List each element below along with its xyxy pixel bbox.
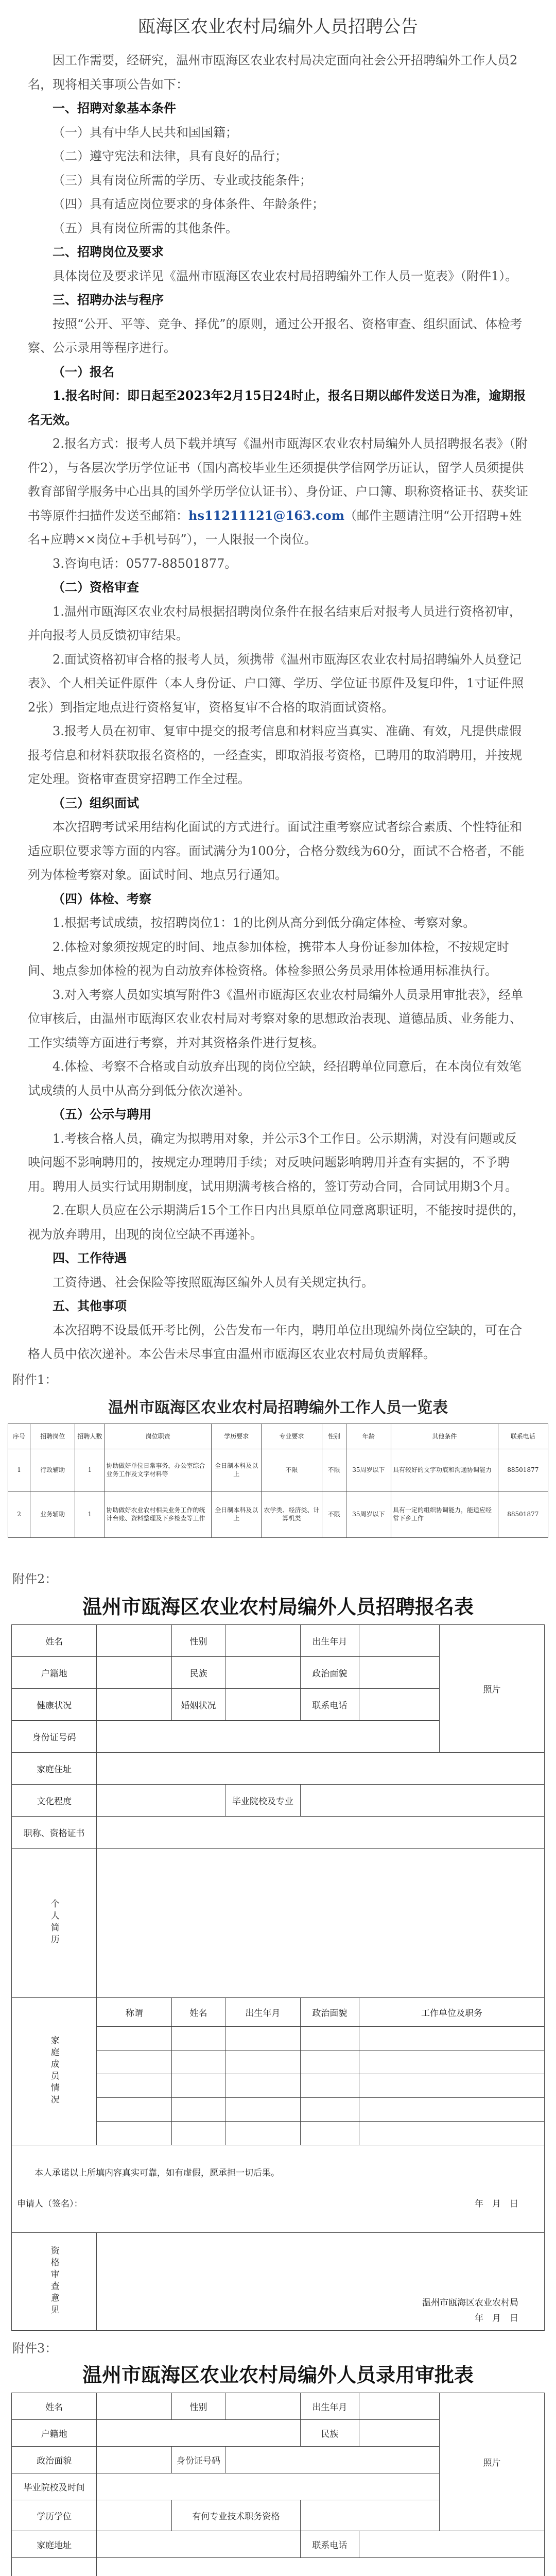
birth-label: 出生年月 xyxy=(300,1624,359,1656)
ethnic-field[interactable] xyxy=(225,1656,301,1688)
edu-label: 文化程度 xyxy=(12,1784,97,1816)
idno-field[interactable] xyxy=(97,1720,440,1752)
section-heading: 二、招聘岗位及要求 xyxy=(53,244,164,259)
list-item: （三）具有岗位所需的学历、专业或技能条件； xyxy=(53,173,312,188)
paragraph: 本次招聘考试采用结构化面试的方式进行。面试注重考察应试者综合素质、个性特征和适应职位要求等方面的内容。面试满分为100分，合格分数线为60分，面试不合格者，不能列为体检考察对象。面试时间、地点另行通知。 xyxy=(28,820,525,882)
gender-label: 性别 xyxy=(172,1624,225,1656)
list-item: （五）具有岗位所需的其他条件。 xyxy=(53,221,238,235)
relation-header: 称谓 xyxy=(97,1997,172,2026)
paragraph: 3.对入考察人员如实填写附件3《温州市瓯海区农业农村局编外人员录用审批表》，经单位审核后，由温州市瓯海区农业农村局对考察对象的思想政治表现、道德品质、业务能力、工作实绩等方面进行考察，并对其资格条件进行复核。 xyxy=(28,987,524,1050)
pol-label: 政治面貌 xyxy=(12,2446,97,2473)
review-field[interactable] xyxy=(97,2232,545,2330)
table-cell: 不限 xyxy=(262,1449,322,1491)
promise-cell xyxy=(12,2145,545,2232)
paragraph: 1.考核合格人员，确定为拟聘用对象，并公示3个工作日。公示期满，对没有问题或反映问题不影响聘用的，按规定办理聘用手续；对反映问题影响聘用并查有实据的，不予聘用。聘用人员实行试用期制度，试用期满考核合格的，签订劳动合同，合同试用期3个月。 xyxy=(28,1131,518,1194)
reg-text-b: （邮件主题请注明“公开招聘+姓名+应聘××岗位+手机号码”），一人限报一个岗位。 xyxy=(28,508,522,547)
table-cell: 全日制本科及以上 xyxy=(212,1449,262,1491)
school-label: 毕业院校及专业 xyxy=(225,1784,301,1816)
gender-field[interactable] xyxy=(225,2393,301,2419)
table-header: 招聘岗位 xyxy=(30,1423,75,1449)
fwork-header: 工作单位及职务 xyxy=(359,1997,545,2026)
paragraph: 3.报考人员在初审、复审中提交的报考信息和材料应当真实、准确、有效，凡提供虚假报考信息和材料获取报名资格的，一经查实，即取消报考资格，已聘用的取消聘用，并按规定处理。资格审查贯穿招聘工作全过程。 xyxy=(28,724,522,786)
address-label: 家庭地址 xyxy=(12,2531,97,2557)
page-title: 瓯海区农业农村局编外人员招聘公告 xyxy=(138,16,418,37)
cert-field[interactable] xyxy=(97,1816,545,1848)
idno-label: 身份证号码 xyxy=(12,1720,97,1752)
paragraph: 工资待遇、社会保险等按照瓯海区编外人员有关规定执行。 xyxy=(53,1275,374,1290)
edu-field[interactable] xyxy=(97,1784,225,1816)
table-cell: 35周岁以下 xyxy=(346,1449,391,1491)
table-cell: 协助做好农业农村相关业务工作的统计台账、资料整理及下乡检查等工作 xyxy=(105,1491,212,1537)
cert-field[interactable] xyxy=(300,2500,439,2531)
photo-box[interactable]: 照片 xyxy=(440,1624,545,1752)
health-label: 健康状况 xyxy=(12,1688,97,1720)
resume-label xyxy=(12,2557,97,2576)
paragraph xyxy=(28,432,528,552)
photo-box[interactable]: 照片 xyxy=(440,2393,545,2531)
hukou-label: 户籍地 xyxy=(12,2419,97,2446)
resume-field[interactable] xyxy=(97,1848,545,1997)
review-label: 资格审查意见 xyxy=(12,2232,97,2330)
table-header: 序号 xyxy=(8,1423,30,1449)
address-field[interactable] xyxy=(97,2531,300,2557)
table-cell: 1 xyxy=(75,1449,105,1491)
registration-form xyxy=(11,1624,545,2331)
resume-label: 个人简历 xyxy=(12,1848,97,1997)
positions-table xyxy=(8,1423,548,1538)
attachment-1-label: 附件1： xyxy=(12,1372,58,1387)
subsection-heading: （二）资格审查 xyxy=(53,580,139,595)
table-header: 联系电话 xyxy=(498,1423,548,1449)
table1-title: 温州市瓯海区农业农村局招聘编外工作人员一览表 xyxy=(108,1398,448,1417)
school-field[interactable] xyxy=(300,1784,544,1816)
signature-date: 年 月 日 xyxy=(475,2199,518,2209)
paragraph: 1.根据考试成绩，按招聘岗位1：1的比例从高分到低分确定体检、考察对象。 xyxy=(53,916,476,930)
fpol-header: 政治面貌 xyxy=(300,1997,359,2026)
table-cell: 农学类、经济类、计算机类 xyxy=(262,1491,322,1537)
gender-field[interactable] xyxy=(225,1624,301,1656)
address-field[interactable] xyxy=(97,1752,545,1784)
paragraph: 2.面试资格初审合格的报考人员，须携带《温州市瓯海区农业农村局招聘编外人员登记表》、个人相关证件原件（本人身份证、户口簿、学历、学位证书原件及复印件，1寸证件照2张）到指定地点进行资格复审，资格复审不合格的取消面试资格。 xyxy=(28,652,524,715)
hukou-label: 户籍地 xyxy=(12,1656,97,1688)
birth-field[interactable] xyxy=(359,1624,440,1656)
section-heading: 一、招聘对象基本条件 xyxy=(53,100,176,115)
table-row xyxy=(8,1491,548,1537)
political-label: 政治面貌 xyxy=(300,1656,359,1688)
table-cell: 88501877 xyxy=(498,1449,548,1491)
signature-label: 申请人（签名）： xyxy=(17,2199,83,2209)
ethnic-field[interactable] xyxy=(359,2419,440,2446)
cert-label: 职称、资格证书 xyxy=(12,1816,97,1848)
table-header: 专业要求 xyxy=(262,1423,322,1449)
list-item: （一）具有中华人民共和国国籍； xyxy=(53,125,238,140)
table-header: 岗位职责 xyxy=(105,1423,212,1449)
list-item: （四）具有适应岗位要求的身体条件、年龄条件； xyxy=(53,197,324,211)
family-label: 家庭成员情况 xyxy=(12,1997,97,2145)
section-heading: 四、工作待遇 xyxy=(53,1250,127,1265)
attachment-3-label: 附件3： xyxy=(12,2341,58,2355)
reg-text-a: 2.报名方式：报考人员下载并填写《温州市瓯海区农业农村局编外人员招聘报名表》（附件2），与各层次学历学位证书（国内高校毕业生还须提供学信网学历证认，留学人员须提供教育部留学服务中心出具的国外学历学位认证书）、身份证、户口簿、职称资格证书、获奖证书等原件扫描件发送至邮箱： xyxy=(28,436,528,523)
paragraph: 3.咨询电话：0577-88501877。 xyxy=(53,556,237,571)
paragraph: 具体岗位及要求详见《温州市瓯海区农业农村局招聘编外工作人员一览表》（附件1）。 xyxy=(53,268,518,283)
table-cell: 全日制本科及以上 xyxy=(212,1491,262,1537)
name-label: 姓名 xyxy=(12,2393,97,2419)
table-header: 年龄 xyxy=(346,1423,391,1449)
table-row xyxy=(8,1449,548,1491)
paragraph: 4.体检、考察不合格或自动放弃出现的岗位空缺，经招聘单位同意后，在本岗位有效笔试成绩的人员中从高分到低分依次递补。 xyxy=(28,1059,522,1098)
name-field[interactable] xyxy=(97,1624,172,1656)
phone-field[interactable] xyxy=(359,2531,545,2557)
ethnic-label: 民族 xyxy=(172,1656,225,1688)
table-cell: 行政辅助 xyxy=(30,1449,75,1491)
table-header: 性别 xyxy=(322,1423,346,1449)
table-cell: 不限 xyxy=(322,1491,346,1537)
idno-label: 身份证号码 xyxy=(172,2446,225,2473)
review-unit: 温州市瓯海区农业农村局 xyxy=(422,2297,518,2308)
paragraph: 2.在职人员应在公示期满后15个工作日内出具原单位同意离职证明，不能按时提供的，视为放弃聘用，出现的岗位空缺不再递补。 xyxy=(28,1203,525,1242)
idno-field[interactable] xyxy=(225,2446,440,2473)
list-item: （二）遵守宪法和法律，具有良好的品行； xyxy=(53,149,287,163)
attachment-2-label: 附件2： xyxy=(12,1571,58,1586)
contact-label: 联系电话 xyxy=(300,1688,359,1720)
edu-label: 学历学位 xyxy=(12,2500,97,2531)
phone-label: 联系电话 xyxy=(300,2531,359,2557)
form2-title: 温州市瓯海区农业农村局编外人员招聘报名表 xyxy=(82,1595,474,1618)
review-date: 年 月 日 xyxy=(475,2313,518,2324)
table-header-row xyxy=(8,1423,548,1449)
subsection-heading: （一）报名 xyxy=(53,364,114,379)
table-cell: 具有一定的组织协调能力，能适应经常下乡工作 xyxy=(391,1491,498,1537)
table-cell: 1 xyxy=(75,1491,105,1537)
health-field[interactable] xyxy=(97,1688,172,1720)
table-cell: 具有较好的文字功底和沟通协调能力 xyxy=(391,1449,498,1491)
paragraph: 1.报名时间：即日起至2023年2月15日24时止，报名日期以邮件发送日为准，逾期报名无效。 xyxy=(28,388,526,427)
name-label: 姓名 xyxy=(12,1624,97,1656)
table-header: 学历要求 xyxy=(212,1423,262,1449)
paragraph: 2.体检对象须按规定的时间、地点参加体检，携带本人身份证参加体检，不按规定时间、地点参加体检的视为自动放弃体检资格。体检参照公务员录用体检通用标准执行。 xyxy=(28,939,509,978)
table-cell: 不限 xyxy=(322,1449,346,1491)
table-cell: 1 xyxy=(8,1449,30,1491)
cert-label: 有何专业技术职务资格 xyxy=(172,2500,301,2531)
email-link[interactable]: hs11211121@163.com xyxy=(188,507,345,523)
paragraph: 1.温州市瓯海区农业农村局根据招聘岗位条件在报名结束后对报考人员进行资格初审，并向报考人员反馈初审结果。 xyxy=(28,604,522,642)
edu-field[interactable] xyxy=(97,2500,172,2531)
marital-label: 婚姻状况 xyxy=(172,1688,225,1720)
resume-field[interactable] xyxy=(97,2557,545,2576)
intro-paragraph: 因工作需要，经研究，温州市瓯海区农业农村局决定面向社会公开招聘编外工作人员2名，现将相关事项公告如下： xyxy=(28,53,518,92)
birth-field[interactable] xyxy=(359,2393,440,2419)
subsection-heading: （三）组织面试 xyxy=(53,795,139,810)
hukou-field[interactable] xyxy=(97,1656,172,1688)
birth-label: 出生年月 xyxy=(300,2393,359,2419)
table-header: 其他条件 xyxy=(391,1423,498,1449)
hukou-field[interactable] xyxy=(97,2419,300,2446)
gender-label: 性别 xyxy=(172,2393,225,2419)
table-header: 招聘人数 xyxy=(75,1423,105,1449)
fbirth-header: 出生年月 xyxy=(225,1997,301,2026)
name-field[interactable] xyxy=(97,2393,172,2419)
pol-field[interactable] xyxy=(97,2446,172,2473)
subsection-heading: （四）体检、考察 xyxy=(53,891,151,906)
school-field[interactable] xyxy=(97,2473,440,2500)
section-heading: 五、其他事项 xyxy=(53,1298,127,1313)
table-cell: 35周岁以下 xyxy=(346,1491,391,1537)
approval-form xyxy=(11,2393,545,2576)
fname-header: 姓名 xyxy=(172,1997,225,2026)
table-cell: 88501877 xyxy=(498,1491,548,1537)
contact-field[interactable] xyxy=(359,1688,440,1720)
political-field[interactable] xyxy=(359,1656,440,1688)
promise-text: 本人承诺以上所填内容真实可靠，如有虚假，愿承担一切后果。 xyxy=(34,2168,280,2178)
marital-field[interactable] xyxy=(225,1688,301,1720)
form3-title: 温州市瓯海区农业农村局编外人员录用审批表 xyxy=(82,2363,474,2386)
paragraph: 本次招聘不设最低开考比例，公告发布一年内，聘用单位出现编外岗位空缺的，可在合格人员中依次递补。本公告未尽事宜由温州市瓯海区农业农村局负责解释。 xyxy=(28,1323,522,1361)
table-cell: 业务辅助 xyxy=(30,1491,75,1537)
ethnic-label: 民族 xyxy=(300,2419,359,2446)
table-cell: 协助做好单位日常事务，办公室综合业务工作及文字材料等 xyxy=(105,1449,212,1491)
subsection-heading: （五）公示与聘用 xyxy=(53,1107,151,1122)
paragraph: 按照“公开、平等、竞争、择优”的原则，通过公开报名、资格审查、组织面试、体检考察、公示录用等程序进行。 xyxy=(28,316,523,355)
address-label: 家庭住址 xyxy=(12,1752,97,1784)
notice-body xyxy=(0,48,556,1366)
section-heading: 三、招聘办法与程序 xyxy=(53,292,164,307)
school-label: 毕业院校及时间 xyxy=(12,2473,97,2500)
table-cell: 2 xyxy=(8,1491,30,1537)
